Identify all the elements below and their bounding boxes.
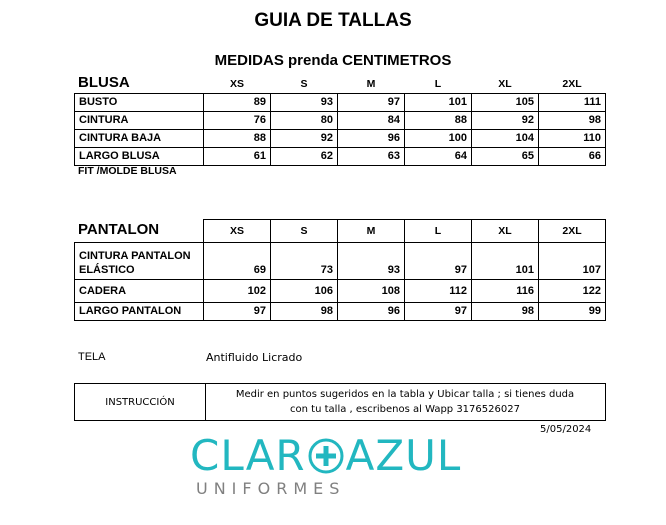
instruction-box — [74, 383, 606, 421]
cell-value: 98 — [271, 303, 338, 321]
size-header-xs: XS — [204, 220, 271, 243]
row-label: LARGO BLUSA — [75, 148, 204, 166]
cell-value: 88 — [204, 130, 271, 148]
cell-value: 76 — [204, 112, 271, 130]
pantalon-heading: PANTALON — [78, 221, 160, 238]
cell-value: 110 — [539, 130, 606, 148]
size-header-s: S — [300, 78, 308, 90]
row-label: BUSTO — [75, 94, 204, 112]
row-label-line2: ELÁSTICO — [79, 264, 135, 276]
table-row — [75, 243, 606, 280]
instruction-label: INSTRUCCIÓN — [75, 384, 206, 420]
page-title: GUIA DE TALLAS — [254, 10, 412, 31]
table-row — [75, 280, 606, 303]
cell-value: 96 — [338, 130, 405, 148]
size-header-xl: XL — [472, 220, 539, 243]
cell-value: 98 — [472, 303, 539, 321]
plus-in-circle-icon — [308, 436, 344, 472]
cell-value: 69 — [204, 243, 271, 280]
pantalon-header-row — [75, 220, 606, 243]
size-header-l: L — [405, 220, 472, 243]
cell-value: 93 — [271, 94, 338, 112]
instruction-text — [206, 387, 604, 417]
table-row — [75, 94, 606, 112]
cell-value: 92 — [271, 130, 338, 148]
cell-value: 104 — [472, 130, 539, 148]
cell-value: 84 — [338, 112, 405, 130]
cell-value: 108 — [338, 280, 405, 303]
cell-value: 88 — [405, 112, 472, 130]
cell-value: 64 — [405, 148, 472, 166]
size-header-l: L — [434, 78, 442, 90]
cell-value: 80 — [271, 112, 338, 130]
row-label-line1: CINTURA PANTALON — [79, 250, 191, 262]
logo-subtitle: UNIFORMES — [196, 479, 346, 498]
row-label: LARGO PANTALON — [75, 303, 204, 321]
logo-wordmark — [190, 432, 461, 480]
blusa-heading: BLUSA — [78, 74, 130, 91]
blusa-table — [74, 76, 606, 166]
instruction-line2: con tu talla , escribenos al Wapp 3176526027 — [290, 404, 520, 415]
size-header-2xl: 2XL — [539, 220, 606, 243]
instruction-line1: Medir en puntos sugeridos en la tabla y Ubicar talla ; si tienes duda — [235, 389, 575, 400]
cell-value: 116 — [472, 280, 539, 303]
size-header-s: S — [271, 220, 338, 243]
blusa-header-row — [75, 76, 606, 94]
row-label: CINTURA — [75, 112, 204, 130]
cell-value: 73 — [271, 243, 338, 280]
table-row — [75, 303, 606, 321]
document-date: 5/05/2024 — [540, 424, 592, 435]
table-row — [75, 130, 606, 148]
cell-value: 107 — [539, 243, 606, 280]
cell-value: 92 — [472, 112, 539, 130]
cell-value: 105 — [472, 94, 539, 112]
cell-value: 63 — [338, 148, 405, 166]
cell-value: 97 — [204, 303, 271, 321]
size-header-m: M — [338, 220, 405, 243]
cell-value: 97 — [338, 94, 405, 112]
row-label: CADERA — [75, 280, 204, 303]
size-header-xl: XL — [498, 78, 512, 90]
brand-logo — [190, 432, 480, 500]
cell-value: 65 — [472, 148, 539, 166]
size-header-m: M — [366, 78, 376, 90]
tela-label: TELA — [78, 351, 106, 363]
cell-value: 102 — [204, 280, 271, 303]
cell-value: 111 — [539, 94, 606, 112]
cell-value: 98 — [539, 112, 606, 130]
size-header-2xl: 2XL — [562, 78, 582, 90]
cell-value: 61 — [204, 148, 271, 166]
logo-part1: CLAR — [190, 431, 306, 480]
cell-value: 62 — [271, 148, 338, 166]
pantalon-table — [74, 219, 606, 321]
fit-note: FIT /MOLDE BLUSA — [78, 165, 177, 177]
cell-value: 101 — [405, 94, 472, 112]
row-label — [75, 243, 204, 280]
tela-value: Antifluido Licrado — [206, 351, 303, 364]
cell-value: 89 — [204, 94, 271, 112]
cell-value: 101 — [472, 243, 539, 280]
cell-value: 99 — [539, 303, 606, 321]
cell-value: 122 — [539, 280, 606, 303]
cell-value: 112 — [405, 280, 472, 303]
cell-value: 97 — [405, 243, 472, 280]
cell-value: 96 — [338, 303, 405, 321]
table-row — [75, 112, 606, 130]
cell-value: 100 — [405, 130, 472, 148]
cell-value: 106 — [271, 280, 338, 303]
table-row — [75, 148, 606, 166]
page-subtitle: MEDIDAS prenda CENTIMETROS — [214, 52, 452, 69]
cell-value: 66 — [539, 148, 606, 166]
cell-value: 93 — [338, 243, 405, 280]
size-header-xs: XS — [229, 78, 244, 90]
cell-value: 97 — [405, 303, 472, 321]
row-label: CINTURA BAJA — [75, 130, 204, 148]
logo-part2: AZUL — [345, 431, 462, 480]
